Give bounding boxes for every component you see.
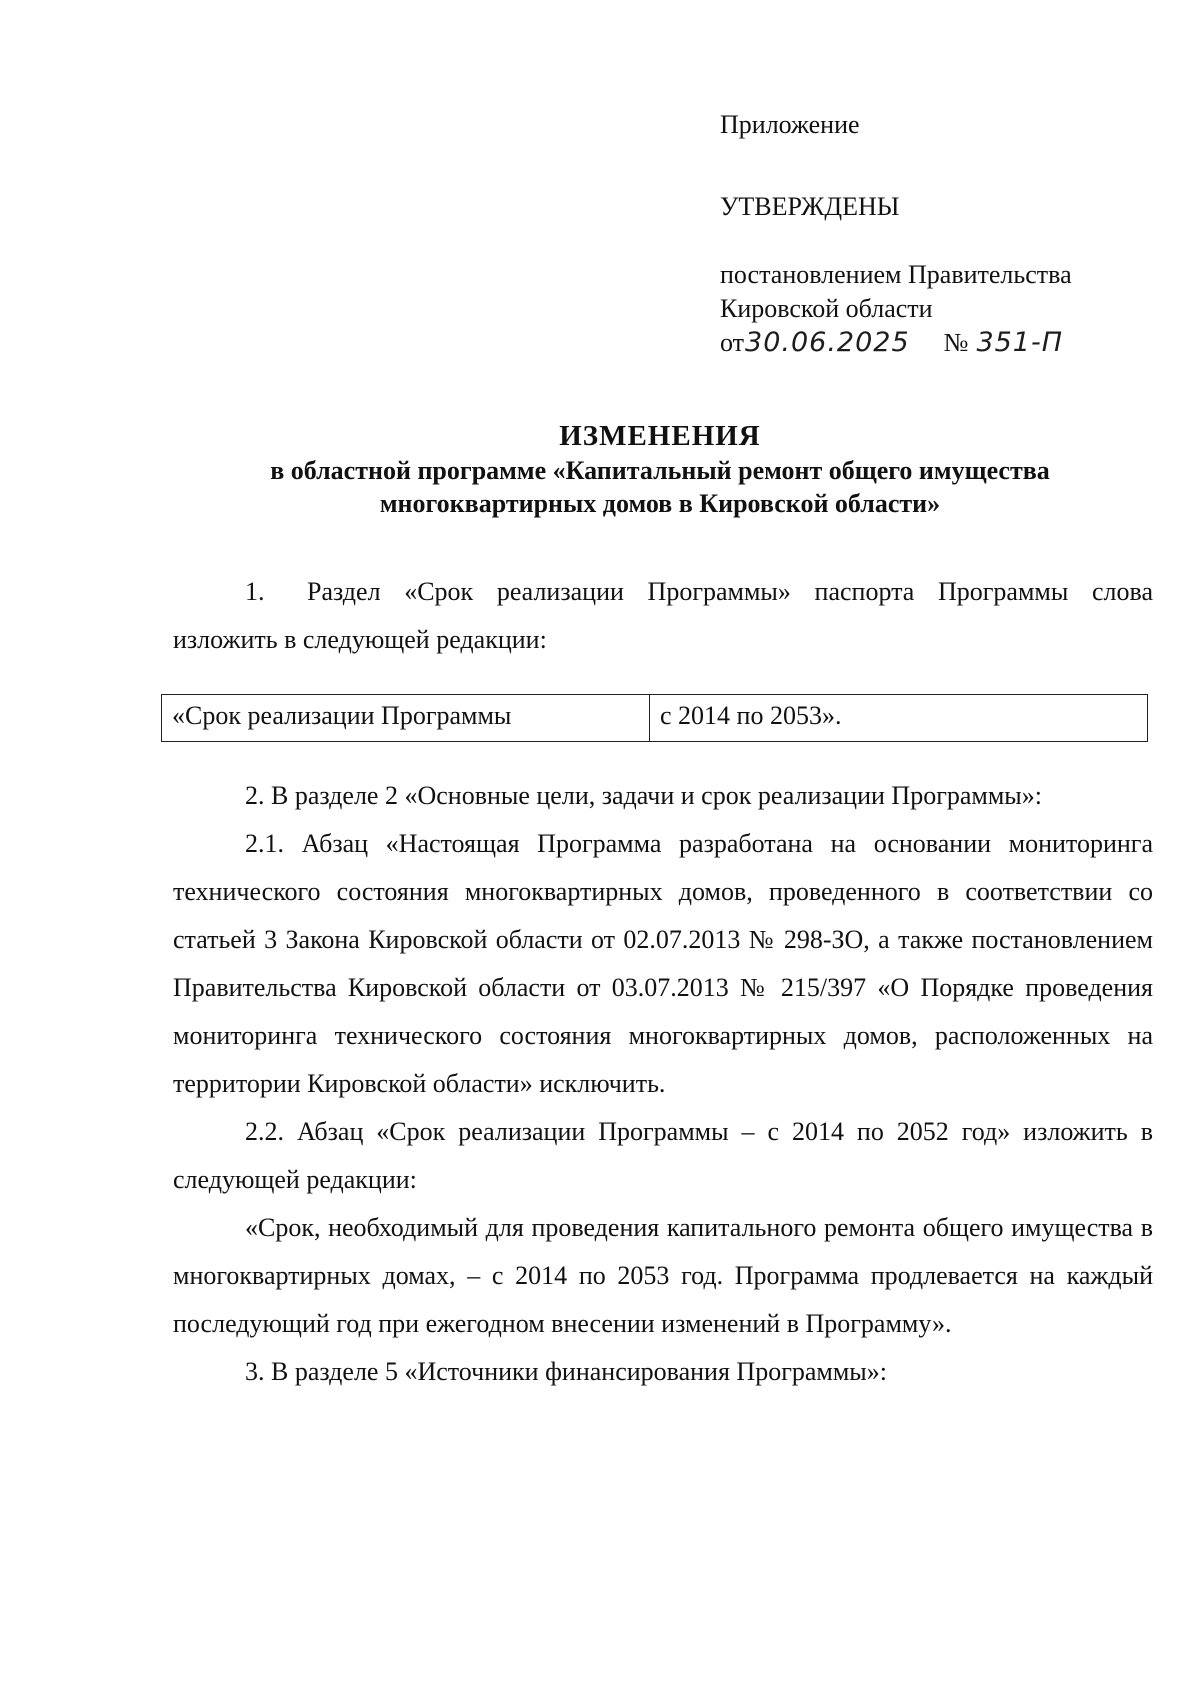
title-line-2: многоквартирных домов в Кировской области»: [379, 489, 941, 518]
document-body: [173, 568, 1153, 1396]
paragraph-2-2: 2.2. Абзац «Срок реализации Программы – с 2014 по 2052 год» изложить в следующей редакции:: [173, 1117, 1153, 1194]
paragraph-1: [173, 568, 1153, 664]
paragraph-2-1: 2.1. Абзац «Настоящая Программа разработана на основании мониторинга технического состояния многоквартирных домов, проведенного в соответствии со статьей 3 Закона Кировской области от 02.07.2013 № 298-ЗО, а также постановлением Правительства Кировской области от 03.07.2013 № 215/397 «О Порядке проведения мониторинга технического состояния многоквартирных домов, расположенных на территории Кировской области» исключить.: [173, 829, 1153, 1098]
table-cell-term-label: «Срок реализации Программы: [162, 695, 650, 742]
decree-date-number: [720, 326, 1160, 360]
paragraph-1-text: Раздел «Срок реализации Программы» паспорта Программы слова изложить в следующей редакции:: [173, 577, 1153, 654]
table-cell-term-value: с 2014 по 2053».: [650, 695, 1148, 742]
title-main: ИЗМЕНЕНИЯ: [559, 420, 761, 452]
paragraph-1-number: 1.: [245, 577, 265, 606]
approved-label: УТВЕРЖДЕНЫ: [720, 192, 900, 221]
paragraph-2: 2. В разделе 2 «Основные цели, задачи и срок реализации Программы»:: [245, 781, 1042, 810]
number-sign: №: [943, 328, 969, 357]
document-title: [170, 420, 1150, 520]
appendix-label: Приложение: [720, 110, 860, 139]
title-line-1: в областной программе «Капитальный ремонт общего имущества: [270, 456, 1050, 485]
amendment-table: [161, 694, 1148, 742]
paragraph-2-2-quote: «Срок, необходимый для проведения капитального ремонта общего имущества в многоквартирных домах, – с 2014 по 2053 год. Программа продлевается на каждый последующий год при ежегодном внесении изменений в Программу».: [173, 1213, 1153, 1338]
decree-line-2: Кировской области: [720, 294, 933, 323]
handwritten-date: 30.06.2025: [745, 327, 910, 358]
date-prefix: от: [720, 328, 745, 357]
handwritten-number: 351-П: [976, 327, 1064, 358]
approval-block: [720, 108, 1160, 360]
paragraph-3: 3. В разделе 5 «Источники финансирования Программы»:: [245, 1357, 888, 1386]
table-row: [162, 695, 1148, 742]
decree-line-1: постановлением Правительства: [720, 260, 1072, 289]
